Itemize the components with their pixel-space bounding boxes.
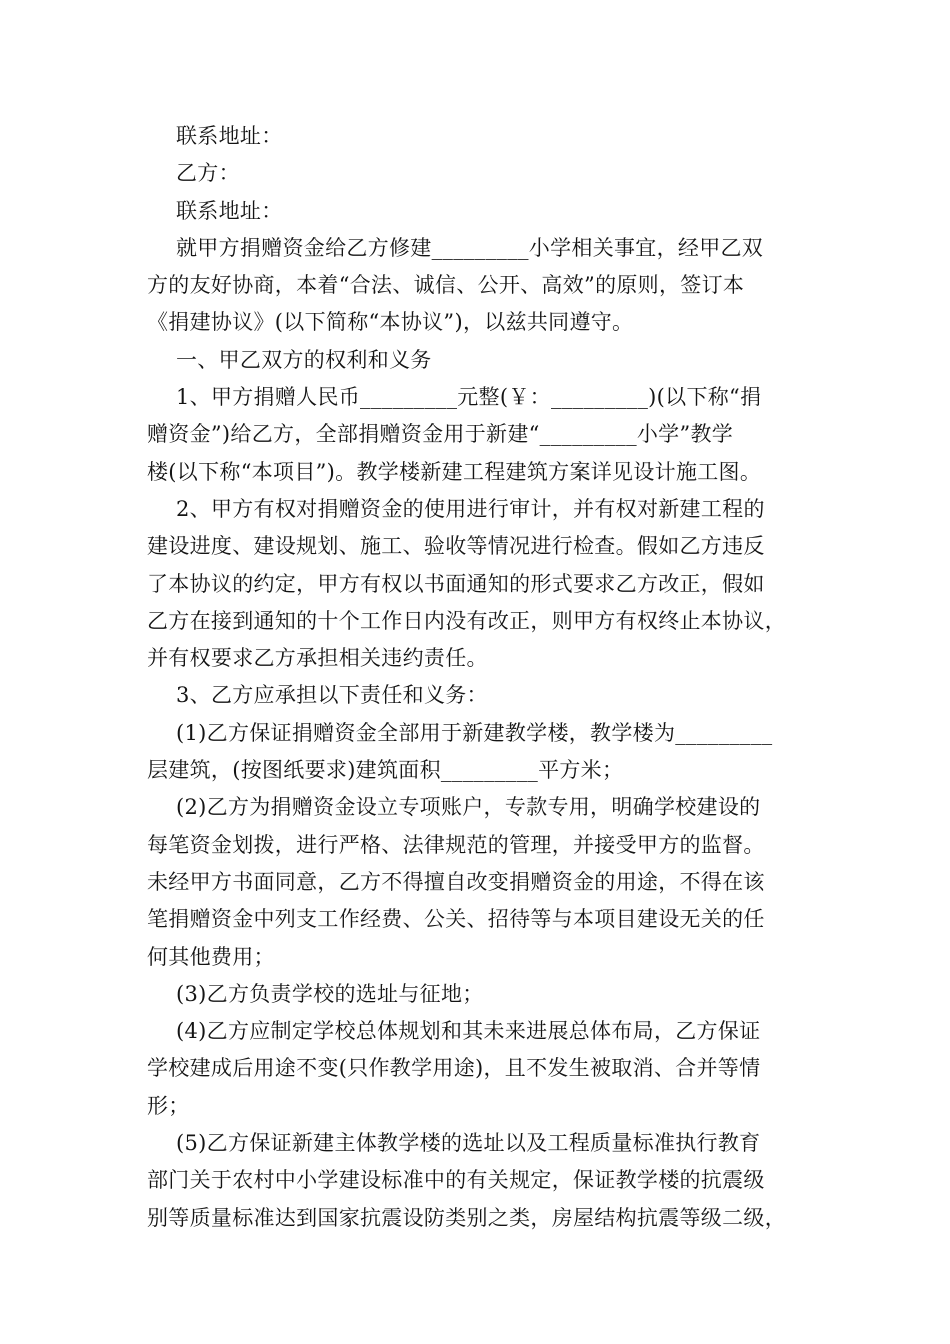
- intro-paragraph-line: 《捐建协议》(以下简称“本协议”)，以兹共同遵守。: [147, 310, 634, 335]
- item-4-line: 学校建成后用途不变(只作教学用途)，且不发生被取消、合并等情: [147, 1056, 761, 1081]
- intro-paragraph-line: 方的友好协商，本着“合法、诚信、公开、高效”的原则，签订本: [147, 273, 745, 298]
- item-2-line: 每笔资金划拨，进行严格、法律规范的管理，并接受甲方的监督。: [147, 832, 765, 857]
- clause-2-line: 2、甲方有权对捐赠资金的使用进行审计，并有权对新建工程的: [176, 496, 765, 521]
- item-1-line: 层建筑，(按图纸要求)建筑面积_________平方米；: [147, 758, 624, 783]
- item-5-line: 别等质量标准达到国家抗震设防类别之类，房屋结构抗震等级二级，: [147, 1205, 786, 1230]
- contact-address-b: 联系地址：: [176, 198, 283, 223]
- contact-address-a: 联系地址：: [176, 124, 283, 148]
- item-3-line: (3)乙方负责学校的选址与征地；: [176, 981, 484, 1006]
- party-b: 乙方：: [176, 161, 240, 186]
- clause-1-line: 赠资金”)给乙方，全部捐赠资金用于新建“_________小学”教学: [147, 422, 734, 447]
- item-4-line: 形；: [147, 1093, 190, 1118]
- clause-1-line: 楼(以下称“本项目”)。教学楼新建工程建筑方案详见设计施工图。: [147, 459, 762, 484]
- clause-2-line: 并有权要求乙方承担相关违约责任。: [147, 646, 488, 671]
- item-5-line: 部门关于农村中小学建设标准中的有关规定，保证教学楼的抗震级: [147, 1168, 765, 1193]
- item-2-line: (2)乙方为捐赠资金设立专项账户，专款专用，明确学校建设的: [176, 795, 761, 820]
- clause-1-line: 1、甲方捐赠人民币_________元整(￥：_________)(以下称“捐: [176, 385, 762, 410]
- document-body: [147, 118, 807, 1237]
- item-1-line: (1)乙方保证捐赠资金全部用于新建教学楼，教学楼为_________: [176, 720, 773, 745]
- item-2-line: 笔捐赠资金中列支工作经费、公关、招待等与本项目建设无关的任: [147, 907, 765, 932]
- item-4-line: (4)乙方应制定学校总体规划和其未来进展总体布局，乙方保证: [176, 1019, 761, 1044]
- item-5-line: (5)乙方保证新建主体教学楼的选址以及工程质量标准执行教育: [176, 1131, 761, 1156]
- section-heading: 一、甲乙双方的权利和义务: [176, 347, 432, 372]
- clause-2-line: 了本协议的约定，甲方有权以书面通知的形式要求乙方改正，假如: [147, 571, 765, 596]
- clause-3-heading: 3、乙方应承担以下责任和义务：: [176, 683, 488, 708]
- item-2-line: 未经甲方书面同意，乙方不得擅自改变捐赠资金的用途，不得在该: [147, 869, 765, 894]
- clause-2-line: 乙方在接到通知的十个工作日内没有改正，则甲方有权终止本协议，: [147, 608, 786, 633]
- clause-2-line: 建设进度、建设规划、施工、验收等情况进行检查。假如乙方违反: [147, 534, 765, 559]
- item-2-line: 何其他费用；: [147, 944, 275, 969]
- intro-paragraph-line: 就甲方捐赠资金给乙方修建_________小学相关事宜，经甲乙双: [176, 235, 764, 260]
